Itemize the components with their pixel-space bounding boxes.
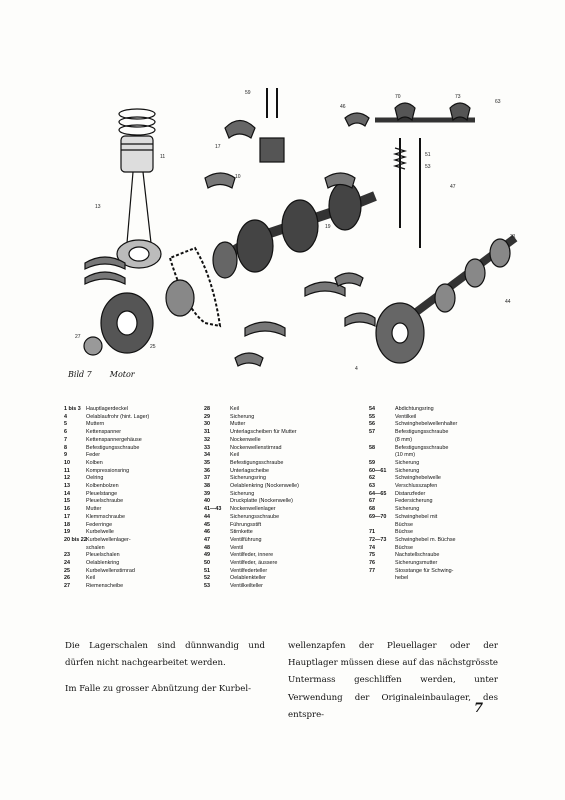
legend-item [64, 514, 149, 522]
legend-item-number: 45 [204, 521, 210, 528]
legend-item-label: Sicherung [395, 467, 420, 474]
legend-item-label: Druckplatte (Nockenwelle) [230, 498, 293, 505]
legend-item [369, 537, 457, 545]
legend-item-number [64, 545, 86, 553]
legend-item [64, 575, 149, 583]
legend-item-number [369, 437, 395, 445]
legend-item [369, 429, 457, 437]
legend-item-number: 71 [369, 529, 375, 536]
legend-item-label: Oelring [86, 475, 104, 482]
legend-item [204, 522, 299, 530]
legend-item-number: 46 [204, 529, 210, 536]
legend-item-number: 51 [204, 567, 210, 574]
legend-item-number: 29 [204, 413, 210, 420]
page-number: 7 [474, 701, 484, 716]
legend-item-number: 58 [369, 444, 375, 451]
legend-column-1 [64, 406, 149, 591]
legend-item [204, 406, 299, 414]
legend-item-number: 72—73 [369, 536, 387, 543]
legend-item-number: 36 [204, 467, 210, 474]
legend-item [64, 568, 149, 576]
legend-item-number: 20 bis 22 [64, 536, 87, 543]
legend-item-label: Ventil [230, 544, 244, 551]
legend-item [204, 575, 299, 583]
legend-item-number: 28 [204, 406, 210, 412]
legend-item-label: Stirnkette [230, 529, 253, 536]
legend-item [204, 475, 299, 483]
legend-item [64, 452, 149, 460]
legend-item-number: 77 [369, 567, 375, 574]
legend-item-number: 4 [64, 413, 67, 420]
legend-item [64, 406, 149, 414]
legend-item-number: 53 [204, 583, 210, 590]
legend-item-number [369, 522, 395, 530]
svg-text:19: 19 [325, 224, 331, 230]
legend-item [369, 568, 457, 576]
legend-item-label: Befestigungsschraube [230, 459, 284, 466]
legend-item-number: 31 [204, 429, 210, 436]
legend-item-label: Sicherungsmutter [395, 560, 438, 567]
legend-item-label: Sicherungsschraube [230, 513, 280, 520]
legend-item-number: 16 [64, 506, 70, 513]
legend-item-label: Feder [86, 452, 101, 459]
svg-text:70: 70 [395, 94, 401, 100]
legend-item-number: 68 [369, 506, 375, 513]
legend-column-3 [369, 406, 457, 583]
legend-item [204, 460, 299, 468]
svg-text:73: 73 [455, 94, 461, 100]
legend-item-number: 5 [64, 421, 67, 428]
legend-item-label: Distanzfeder [395, 490, 426, 497]
legend-item-label: Sicherung [395, 459, 420, 466]
legend-item [204, 506, 299, 514]
legend-item-number: 19 [64, 529, 70, 536]
legend-item-label: Schwinghebel m. Büchse [395, 536, 456, 543]
legend-item-label: Befestigungsschraube [86, 444, 140, 451]
legend-item [204, 421, 299, 429]
legend-item-label: Ventilkeil [395, 413, 417, 420]
legend-item [204, 568, 299, 576]
legend-item [64, 552, 149, 560]
svg-text:46: 46 [340, 104, 346, 110]
legend-item-number: 74 [369, 544, 375, 551]
legend-item [369, 552, 457, 560]
figure-caption [68, 370, 153, 379]
legend-item [64, 445, 149, 453]
legend-item [64, 460, 149, 468]
legend-item [369, 483, 457, 491]
figure-caption-title: Motor [109, 370, 135, 379]
legend-item-number: 12 [64, 475, 70, 482]
legend-item [64, 529, 149, 537]
legend-item-label: Ventilkeilteller [230, 583, 263, 590]
svg-text:63: 63 [495, 99, 501, 105]
legend-item [369, 498, 457, 506]
legend-item-label: Klemmschraube [86, 513, 125, 520]
legend-item-label: Kompressionsring [86, 467, 130, 474]
legend-item-number: 11 [64, 467, 70, 474]
legend-item-label: Federringe [86, 521, 113, 528]
legend-item [204, 583, 299, 591]
legend-item-label: Nockenwellenstirnrad [230, 444, 282, 451]
legend-item [369, 514, 457, 522]
legend-item [64, 483, 149, 491]
legend-item [369, 468, 457, 476]
legend-item-number: 37 [204, 475, 210, 482]
legend-item-number: 39 [204, 490, 210, 497]
legend-item-number: 64—65 [369, 490, 387, 497]
figure-caption-label: Bild 7 [68, 370, 92, 379]
legend-item-label: Ventilfeder, äussere [230, 560, 278, 567]
legend-item-label: Schwinghebelwelle [395, 475, 441, 482]
legend-item [369, 575, 457, 583]
legend-item-number: 38 [204, 483, 210, 490]
legend-item [204, 552, 299, 560]
body-text-right-column [288, 638, 498, 733]
legend-item-label: Sicherungsring [230, 475, 266, 482]
legend-item-number: 41—43 [204, 506, 222, 513]
legend-item-label: Muttern [86, 421, 105, 428]
legend-item [204, 414, 299, 422]
legend-item-label: Mutter [86, 506, 102, 513]
legend-item-label: Nockenwelle [230, 436, 261, 443]
legend-item [64, 468, 149, 476]
legend-item-label: Nockenwellenlager [230, 506, 276, 513]
legend-item [64, 506, 149, 514]
legend-item-number: 63 [369, 483, 375, 490]
legend-item-label: Kettenspanner [86, 429, 122, 436]
legend-item-label: Pleuelstange [86, 490, 118, 497]
legend-item-label: Befestigungsschraube [395, 444, 449, 451]
legend-item [64, 414, 149, 422]
svg-text:31: 31 [510, 234, 516, 240]
legend-item [204, 483, 299, 491]
legend-item-number: 44 [204, 513, 210, 520]
legend-item-label: Oelablenkring [86, 560, 120, 567]
legend-item-label: Ventilfeder, innere [230, 552, 274, 559]
legend-item-number: 52 [204, 575, 210, 582]
legend-item-label: schalen [86, 544, 105, 551]
legend-item-label: Sicherung [230, 490, 255, 497]
legend-item-label: Stosstange für Schwing- [395, 567, 454, 574]
legend-item-label: Kettenspannergehäuse [86, 436, 142, 443]
legend-item [64, 491, 149, 499]
legend-item-number: 30 [204, 421, 210, 428]
legend-item-label: Kurbelwellenlager- [86, 536, 131, 543]
legend-item-label: Oelablenkteller [230, 575, 266, 582]
legend-item-label: Sicherung [395, 506, 420, 513]
legend-item-label: Abdichtungsring [395, 406, 434, 412]
legend-item [64, 560, 149, 568]
engine-drawing [55, 78, 525, 378]
legend-item-number: 1 bis 3 [64, 406, 81, 412]
legend-item-number: 15 [64, 498, 70, 505]
legend-item [64, 522, 149, 530]
legend-item-label: Führungsstift [230, 521, 262, 528]
legend-item-number: 49 [204, 552, 210, 559]
legend-item [64, 545, 149, 553]
svg-text:59: 59 [245, 90, 251, 96]
legend-item-label: Büchse [395, 521, 413, 528]
legend-item-label: Keil [86, 575, 95, 582]
legend-item-label: Ventilfederteller [230, 567, 268, 574]
legend-item-number: 35 [204, 459, 210, 466]
svg-text:44: 44 [505, 299, 511, 305]
legend-item [204, 498, 299, 506]
legend-item [369, 545, 457, 553]
legend-item-number: 27 [64, 583, 70, 590]
legend-item [369, 452, 457, 460]
legend-item-number: 56 [369, 421, 375, 428]
legend-item-label: Nachstellschraube [395, 552, 440, 559]
legend-item-label: Verschlusszapfen [395, 483, 438, 490]
legend-item-number: 17 [64, 513, 70, 520]
legend-item [64, 421, 149, 429]
legend-item-label: Kurbelwelle [86, 529, 114, 536]
legend-item-number: 8 [64, 444, 67, 451]
legend-item-number: 67 [369, 498, 375, 505]
svg-text:53: 53 [425, 164, 431, 170]
legend-item [204, 529, 299, 537]
legend-item [204, 429, 299, 437]
legend-item-number: 26 [64, 575, 70, 582]
legend-item-label: Hauptlagerdeckel [86, 406, 128, 412]
legend-item [64, 429, 149, 437]
svg-text:27: 27 [75, 334, 81, 340]
legend-item-label: Büchse [395, 529, 413, 536]
legend-item-label: Oelablenkring (Nockenwelle) [230, 483, 299, 490]
legend-item [204, 445, 299, 453]
legend-item-number: 48 [204, 544, 210, 551]
legend-item [64, 475, 149, 483]
legend-item-number: 18 [64, 521, 70, 528]
svg-text:4: 4 [355, 366, 358, 372]
legend-item-number: 60—61 [369, 467, 387, 474]
body-paragraph: Im Falle zu grosser Abnützung der Kurbel- [65, 684, 252, 695]
legend-item-number: 62 [369, 475, 375, 482]
svg-text:17: 17 [215, 144, 221, 150]
legend-column-2 [204, 406, 299, 591]
legend-item-label: Sicherung [230, 413, 255, 420]
svg-text:11: 11 [160, 154, 166, 160]
legend-item-label: Büchse [395, 544, 413, 551]
legend-item-number: 34 [204, 452, 210, 459]
legend-item [369, 437, 457, 445]
legend-item-label: Unterlagscheibe [230, 467, 269, 474]
legend-item-label: Riemenscheibe [86, 583, 124, 590]
legend-item-number: 59 [369, 459, 375, 466]
legend-item [64, 583, 149, 591]
svg-text:25: 25 [150, 344, 156, 350]
legend-item [64, 437, 149, 445]
legend-item-number: 76 [369, 560, 375, 567]
legend-item [369, 445, 457, 453]
legend-item [369, 506, 457, 514]
legend-item-label: (8 mm) [395, 436, 413, 443]
legend-item-number: 7 [64, 436, 67, 443]
legend-item [369, 475, 457, 483]
body-paragraph: Die Lagerschalen sind dünnwandig und dürfen nicht nachgearbeitet werden. [65, 641, 265, 669]
legend-item-number: 40 [204, 498, 210, 505]
legend-item-number: 75 [369, 552, 375, 559]
legend-item-number: 10 [64, 459, 70, 466]
legend-item [64, 537, 149, 545]
legend-item-number: 54 [369, 406, 375, 412]
legend-item [369, 460, 457, 468]
legend-item-label: Pleuelschraube [86, 498, 124, 505]
legend-item [369, 529, 457, 537]
legend-item-label: Kolbenbolzen [86, 483, 119, 490]
legend-item [204, 537, 299, 545]
legend-item-label: Schwinghebelwellenhalter [395, 421, 458, 428]
legend-item-label: Kolben [86, 459, 103, 466]
legend-item-number: 69—70 [369, 513, 387, 520]
legend-item-number: 33 [204, 444, 210, 451]
legend-item [204, 560, 299, 568]
legend-item [369, 421, 457, 429]
engine-exploded-diagram [55, 78, 525, 378]
legend-item [204, 514, 299, 522]
legend-item-number: 9 [64, 452, 67, 459]
legend-item [64, 498, 149, 506]
legend-item-number: 6 [64, 429, 67, 436]
legend-item-number: 13 [64, 483, 70, 490]
svg-text:51: 51 [425, 152, 431, 158]
legend-item-number [369, 452, 395, 460]
legend-item-number [369, 575, 395, 583]
legend-item-label: Befestigungsschraube [395, 429, 449, 436]
body-paragraph: wellenzapfen der Pleuellager oder der Hauptlager müssen diese auf das nächstgrösste Untermass geschliffen werden, unter Verwendung der Originaleinbaulager, des entspre- [288, 641, 498, 720]
legend-item-label: Unterlagscheiben für Mutter [230, 429, 297, 436]
legend-item [204, 545, 299, 553]
legend-item-number: 14 [64, 490, 70, 497]
legend-item-number: 32 [204, 436, 210, 443]
legend-item [369, 491, 457, 499]
legend-item-number: 25 [64, 567, 70, 574]
legend-item-label: Keil [230, 452, 239, 459]
legend-item-label: hebel [395, 575, 409, 582]
legend-item-label: Ventilführung [230, 536, 262, 543]
legend-item-label: Federsicherung [395, 498, 433, 505]
legend-item-label: Mutter [230, 421, 246, 428]
legend-item-label: Schwinghebel mit [395, 513, 438, 520]
legend-item-number: 24 [64, 560, 70, 567]
legend-item-label: Oelablaufrohr (hint. Lager) [86, 413, 150, 420]
svg-text:13: 13 [95, 204, 101, 210]
svg-text:10: 10 [235, 174, 241, 180]
legend-item [204, 491, 299, 499]
legend-item [204, 468, 299, 476]
legend-item [204, 452, 299, 460]
legend-item-number: 23 [64, 552, 70, 559]
legend-item [369, 522, 457, 530]
svg-text:47: 47 [450, 184, 456, 190]
legend-item-number: 50 [204, 560, 210, 567]
legend-item [369, 406, 457, 414]
legend-item-number: 57 [369, 429, 375, 436]
legend-item [369, 414, 457, 422]
legend-item-label: Keil [230, 406, 239, 412]
legend-item-label: (10 mm) [395, 452, 416, 459]
body-text-left-column [65, 638, 265, 708]
legend-item-label: Kurbelwellenstirnrad [86, 567, 135, 574]
legend-item [369, 560, 457, 568]
legend-item-number: 55 [369, 413, 375, 420]
legend-item-label: Pleuelschalen [86, 552, 120, 559]
legend-item [204, 437, 299, 445]
legend-item-number: 47 [204, 536, 210, 543]
